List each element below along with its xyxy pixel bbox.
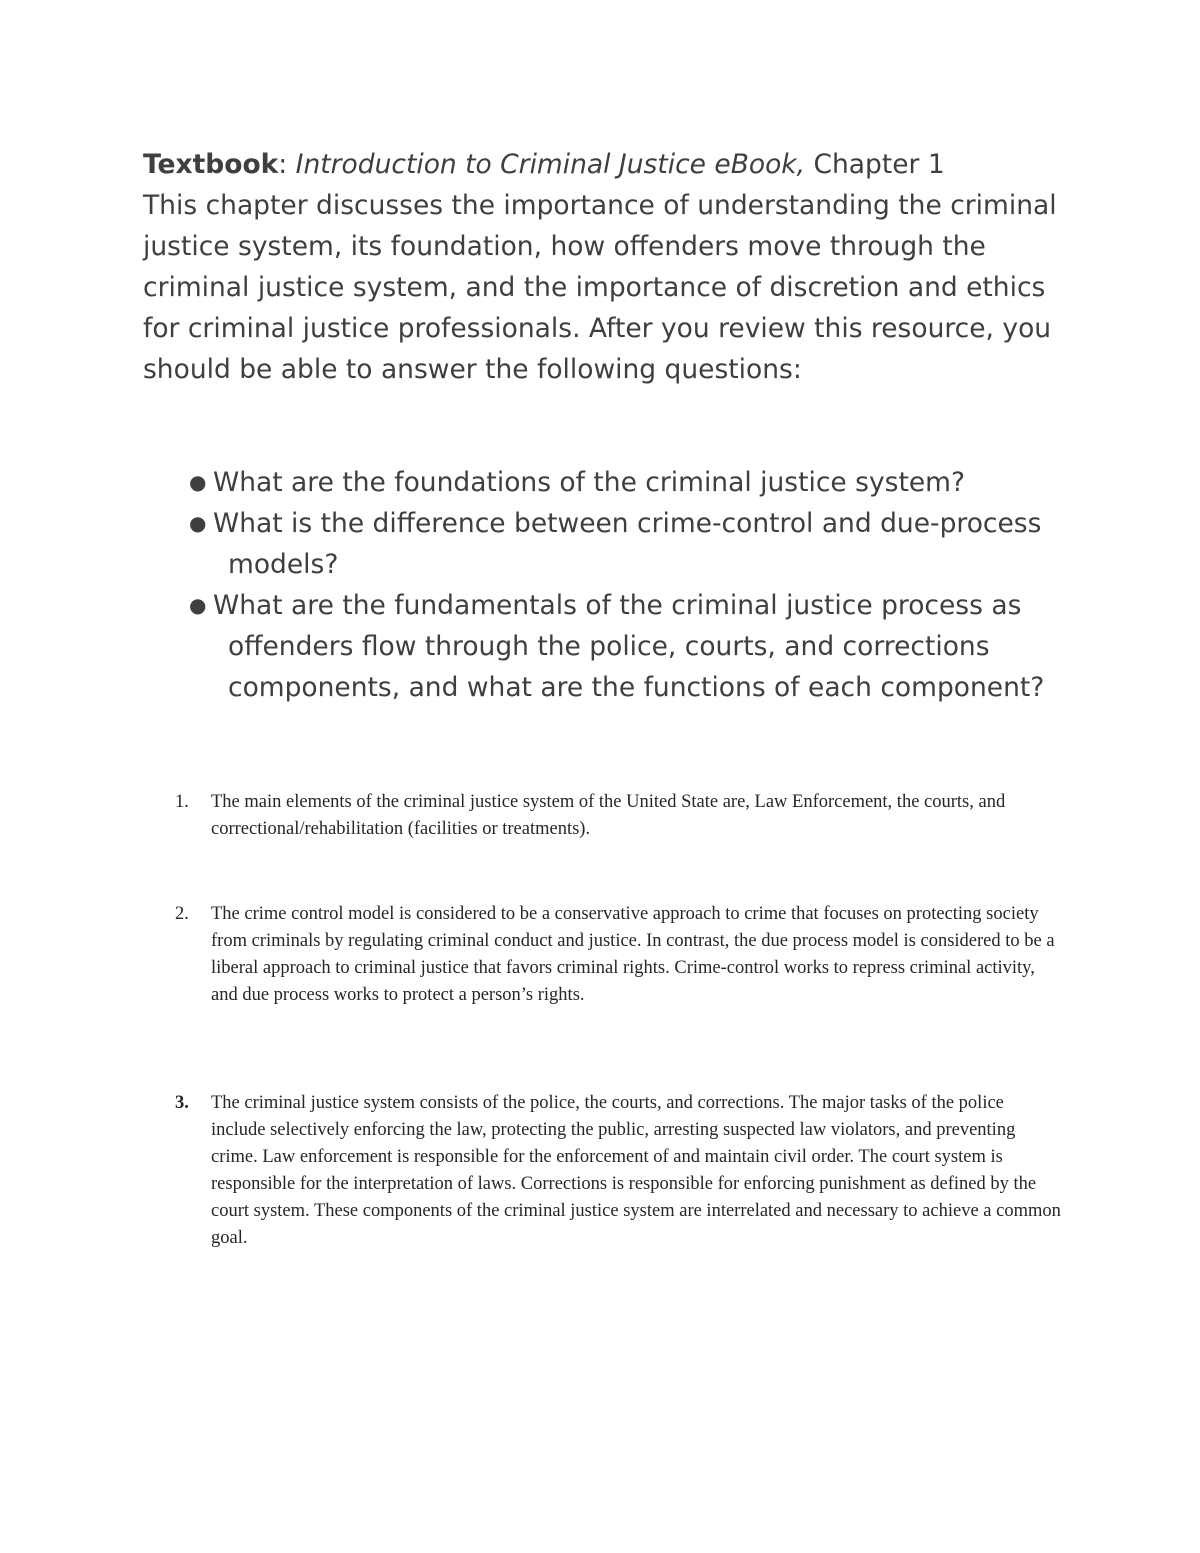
bullet-icon: ● <box>189 470 207 494</box>
answer-text: The criminal justice system consists of the police, the courts, and corrections. The major tasks of the police include selectively enforcing the law, protecting the public, arresting suspected law violators, and preventing crime. Law enforcement is responsible for the enforcement of and maintain civil order. The court system is responsible for the interpretation of laws. Corrections is responsible for enforcing punishment as defined by the court system. These components of the criminal justice system are interrelated and necessary to achieve a common goal. <box>211 1093 1061 1248</box>
answer-number: 3. <box>175 1093 189 1113</box>
intro-paragraph <box>143 144 1083 390</box>
question-text: What are the foundations of the criminal justice system? <box>213 467 966 498</box>
question-text: What is the difference between crime-control and due-process models? <box>213 508 1042 580</box>
intro-text: This chapter discusses the importance of understanding the criminal justice system, its foundation, how offenders move through the criminal justice system, and the importance of discretion and ethics for criminal justice professionals. After you review this resource, you should be able to answer the following questions: <box>143 190 1057 385</box>
bullet-icon: ● <box>189 511 207 535</box>
label-separator: : <box>278 149 296 180</box>
answer-text: The main elements of the criminal justice system of the United State are, Law Enforcement, the courts, and correctional/rehabilitation (facilities or treatments). <box>211 792 1006 839</box>
answer-number: 1. <box>175 792 189 812</box>
question-item <box>143 585 1083 708</box>
question-item <box>143 503 1083 585</box>
question-text: What are the fundamentals of the criminal justice process as offenders flow through the police, courts, and corrections components, and what are the functions of each component? <box>213 590 1045 703</box>
chapter-ref: Chapter 1 <box>805 149 945 180</box>
textbook-label: Textbook <box>143 149 279 180</box>
question-list <box>143 462 1083 708</box>
answer-number: 2. <box>175 904 189 924</box>
book-title: Introduction to Criminal Justice eBook, <box>295 149 806 180</box>
answer-text: The crime control model is considered to be a conservative approach to crime that focuses on protecting society from criminals by regulating criminal conduct and justice. In contrast, the due process model is considered to be a liberal approach to criminal justice that favors criminal rights. Crime-control works to repress criminal activity, and due process works to protect a person’s rights. <box>211 904 1055 1005</box>
textbook-line <box>143 144 1083 185</box>
question-item <box>143 462 1083 503</box>
bullet-icon: ● <box>189 593 207 617</box>
